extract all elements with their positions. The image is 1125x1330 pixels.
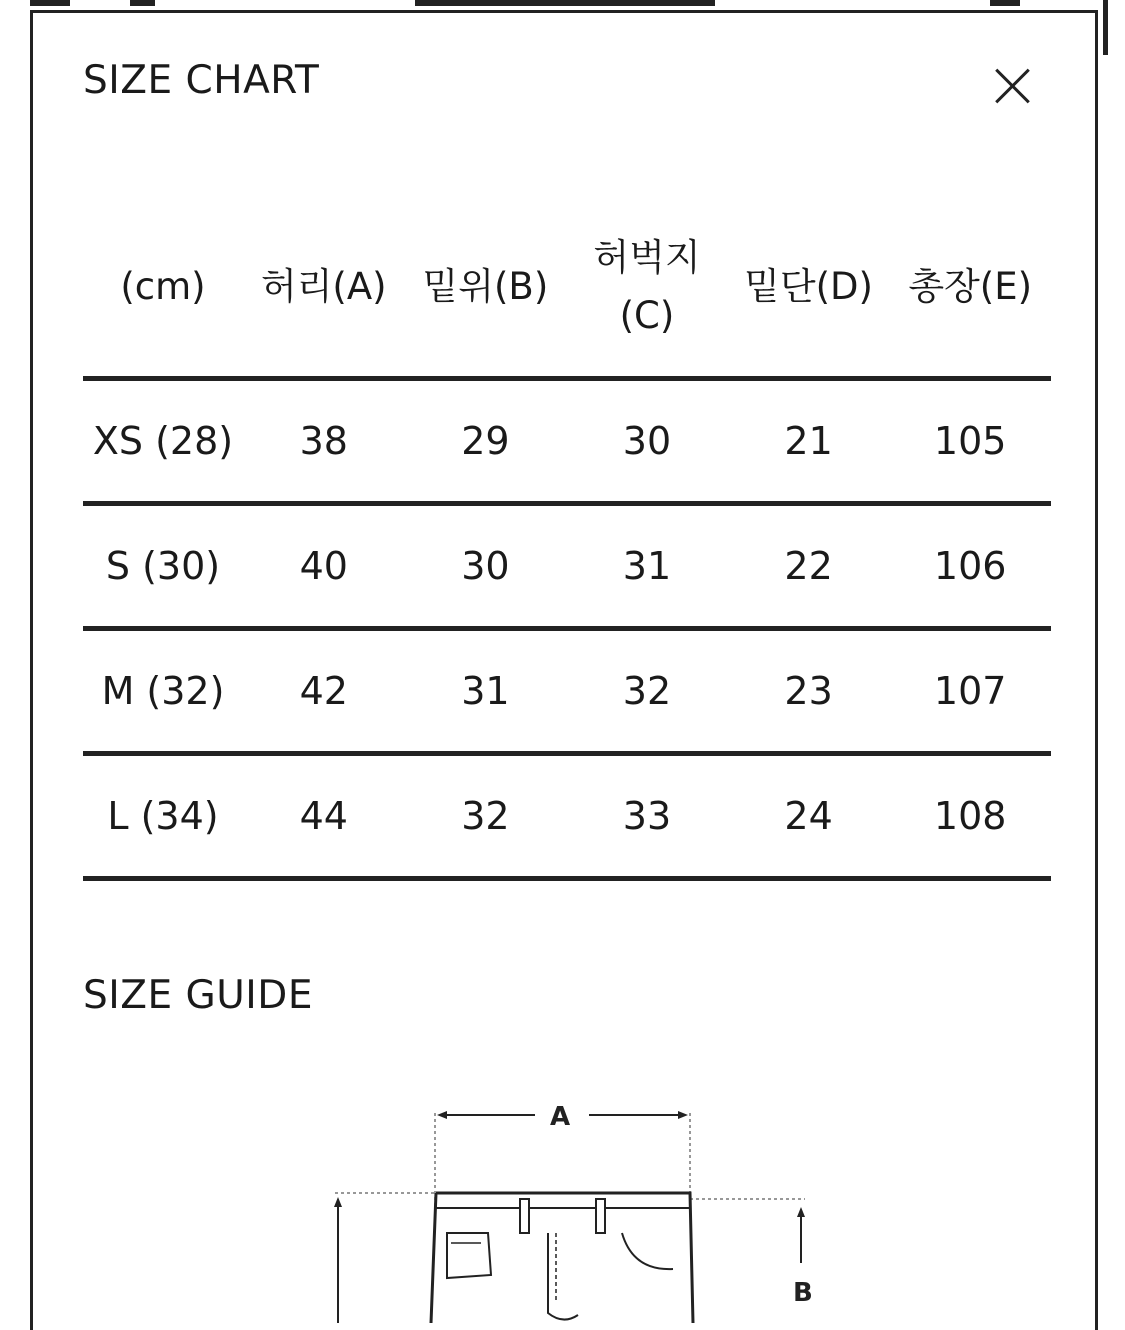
table-cell: 42 <box>243 629 405 754</box>
background-fragment <box>415 0 715 6</box>
table-cell: 22 <box>728 504 890 629</box>
size-label: M (32) <box>83 629 243 754</box>
size-label: XS (28) <box>83 379 243 504</box>
table-cell: 31 <box>566 504 728 629</box>
size-table <box>83 208 1051 881</box>
table-row <box>83 379 1051 504</box>
header-thigh: 허벅지 (C) <box>566 208 728 379</box>
table-row <box>83 629 1051 754</box>
table-cell: 30 <box>405 504 567 629</box>
background-fragment <box>30 0 70 6</box>
background-fragment <box>990 0 1020 6</box>
header-waist: 허리(A) <box>243 208 405 379</box>
background-fragment <box>130 0 155 6</box>
modal-title: SIZE CHART <box>83 58 320 103</box>
table-cell: 107 <box>889 629 1051 754</box>
table-cell: 30 <box>566 379 728 504</box>
table-cell: 21 <box>728 379 890 504</box>
background-scroll-edge <box>1103 0 1108 55</box>
header-hem: 밑단(D) <box>728 208 890 379</box>
dimension-label-a: A <box>550 1102 571 1132</box>
header-unit: (cm) <box>83 208 243 379</box>
dimension-label-b: B <box>793 1278 813 1308</box>
size-chart-modal <box>30 10 1098 1330</box>
table-cell: 29 <box>405 379 567 504</box>
pants-illustration <box>33 1093 1093 1323</box>
header-length: 총장(E) <box>889 208 1051 379</box>
size-label: L (34) <box>83 754 243 879</box>
table-cell: 24 <box>728 754 890 879</box>
table-cell: 33 <box>566 754 728 879</box>
size-guide-title: SIZE GUIDE <box>83 973 313 1018</box>
table-cell: 108 <box>889 754 1051 879</box>
table-row <box>83 754 1051 879</box>
table-cell: 105 <box>889 379 1051 504</box>
table-cell: 23 <box>728 629 890 754</box>
table-row <box>83 504 1051 629</box>
table-cell: 38 <box>243 379 405 504</box>
header-rise: 밑위(B) <box>405 208 567 379</box>
table-cell: 44 <box>243 754 405 879</box>
table-cell: 106 <box>889 504 1051 629</box>
table-cell: 40 <box>243 504 405 629</box>
table-cell: 32 <box>405 754 567 879</box>
table-cell: 32 <box>566 629 728 754</box>
table-cell: 31 <box>405 629 567 754</box>
size-label: S (30) <box>83 504 243 629</box>
table-header-row <box>83 208 1051 379</box>
close-icon[interactable] <box>989 63 1035 109</box>
